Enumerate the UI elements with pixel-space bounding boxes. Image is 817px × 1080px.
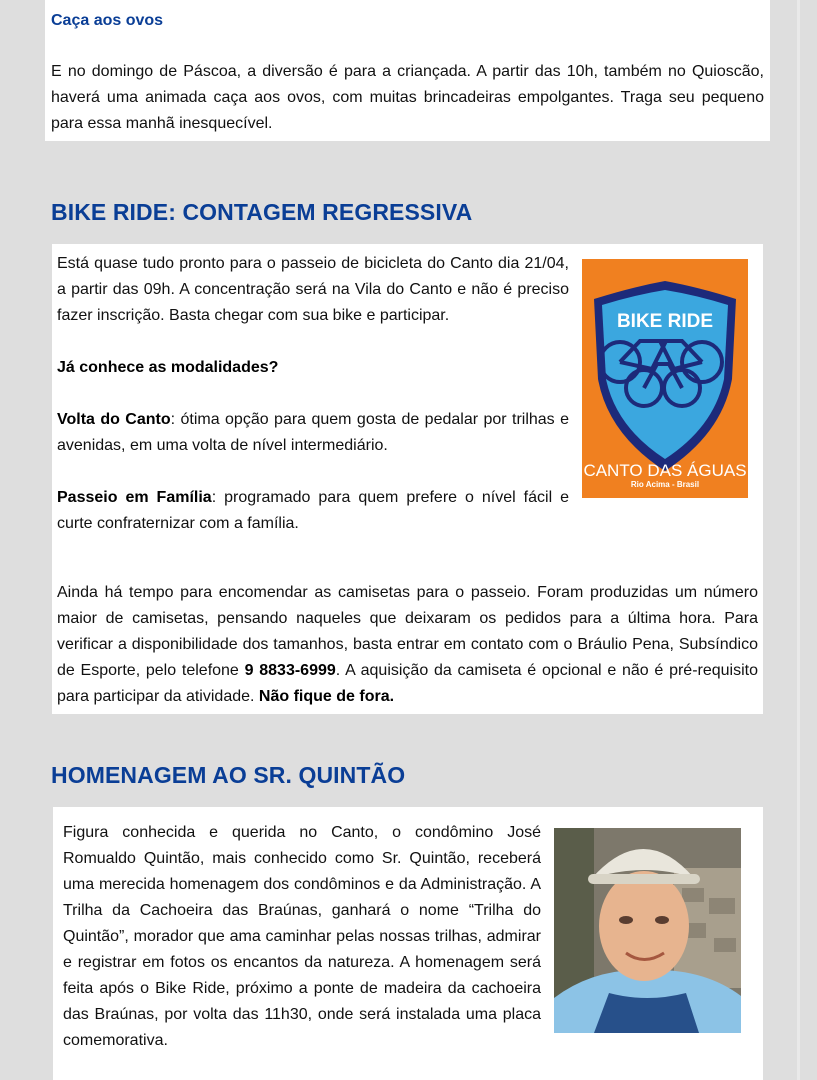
bike-question-line — [57, 355, 569, 381]
egg-hunt-title: Caça aos ovos — [51, 12, 164, 29]
mode-familia-name: Passeio em Família — [57, 489, 212, 506]
shirts-text: Ainda há tempo para encomendar as camisetas para o passeio. Foram produzidas um número maior de camisetas, pensando naqueles que deixaram os pedidos para a última hora. Para verificar a disponibilidade dos tamanhos, basta entrar em contato com o Bráulio Pena, Subsíndico de Esporte, pelo telefone — [57, 584, 758, 679]
mode-volta-desc: : ótima opção para quem gosta de pedalar por trilhas e avenidas, em uma volta de nível intermediário. — [57, 411, 569, 454]
mode-familia-desc: : programado para quem prefere o nível fácil e curte confraternizar com a família. — [57, 489, 569, 532]
page-edge-rule — [797, 0, 800, 1080]
bike-ride-logo-svg — [582, 259, 748, 498]
bike-question: Já conhece as modalidades? — [57, 359, 279, 376]
mode-volta — [57, 407, 569, 459]
bike-intro: Está quase tudo pronto para o passeio de bicicleta do Canto dia 21/04, a partir das 09h. A concentração será na Vila do Canto e não é preciso fazer inscrição. Basta chegar com sua bike e participar. — [57, 255, 569, 324]
bike-ride-logo — [582, 259, 748, 498]
bike-panel — [52, 244, 763, 714]
tribute-body: Figura conhecida e querida no Canto, o condômino José Romualdo Quintão, mais conhecido como Sr. Quintão, receberá uma merecida homenagem dos condôminos e da Administração. A Trilha da Cachoeira das Braúnas, ganhará o nome “Trilha do Quintão”, morador que ama caminhar pelas nossas trilhas, admirar e registrar em fotos os encantos da natureza. A homenagem será feita após o Bike Ride, próximo a ponte de madeira da cachoeira das Braúnas, por volta das 11h30, onde será instalada uma placa comemorativa. — [63, 824, 541, 1049]
tribute-section-title: HOMENAGEM AO SR. QUINTÃO — [51, 762, 406, 788]
egg-hunt-panel — [45, 0, 770, 141]
egg-hunt-body: E no domingo de Páscoa, a diversão é para a criançada. A partir das 10h, também no Quioscão, haverá uma animada caça aos ovos, com muitas brincadeiras empolgantes. Traga seu pequeno para essa manhã inesquecível. — [51, 63, 764, 132]
logo-bottom-text: CANTO DAS ÁGUAS — [583, 461, 747, 480]
bike-section-title: BIKE RIDE: CONTAGEM REGRESSIVA — [51, 199, 473, 225]
cta-text: Não fique de fora. — [258, 688, 395, 705]
bike-shirts-paragraph — [57, 580, 758, 710]
mode-familia — [57, 485, 569, 537]
logo-sub-text: Rio Acima - Brasil — [630, 480, 700, 489]
bike-text-block — [57, 251, 569, 537]
mode-volta-name: Volta do Canto — [57, 411, 171, 428]
tribute-panel — [53, 807, 763, 1080]
logo-top-text: BIKE RIDE — [616, 311, 714, 332]
shirts-text-2: . A aquisição da camiseta é opcional e não é pré-requisito para participar da atividade. — [57, 662, 758, 705]
phone-number: 9 8833-6999 — [244, 662, 336, 679]
quintao-photo — [554, 828, 741, 1033]
quintao-photo-svg — [554, 828, 741, 1033]
